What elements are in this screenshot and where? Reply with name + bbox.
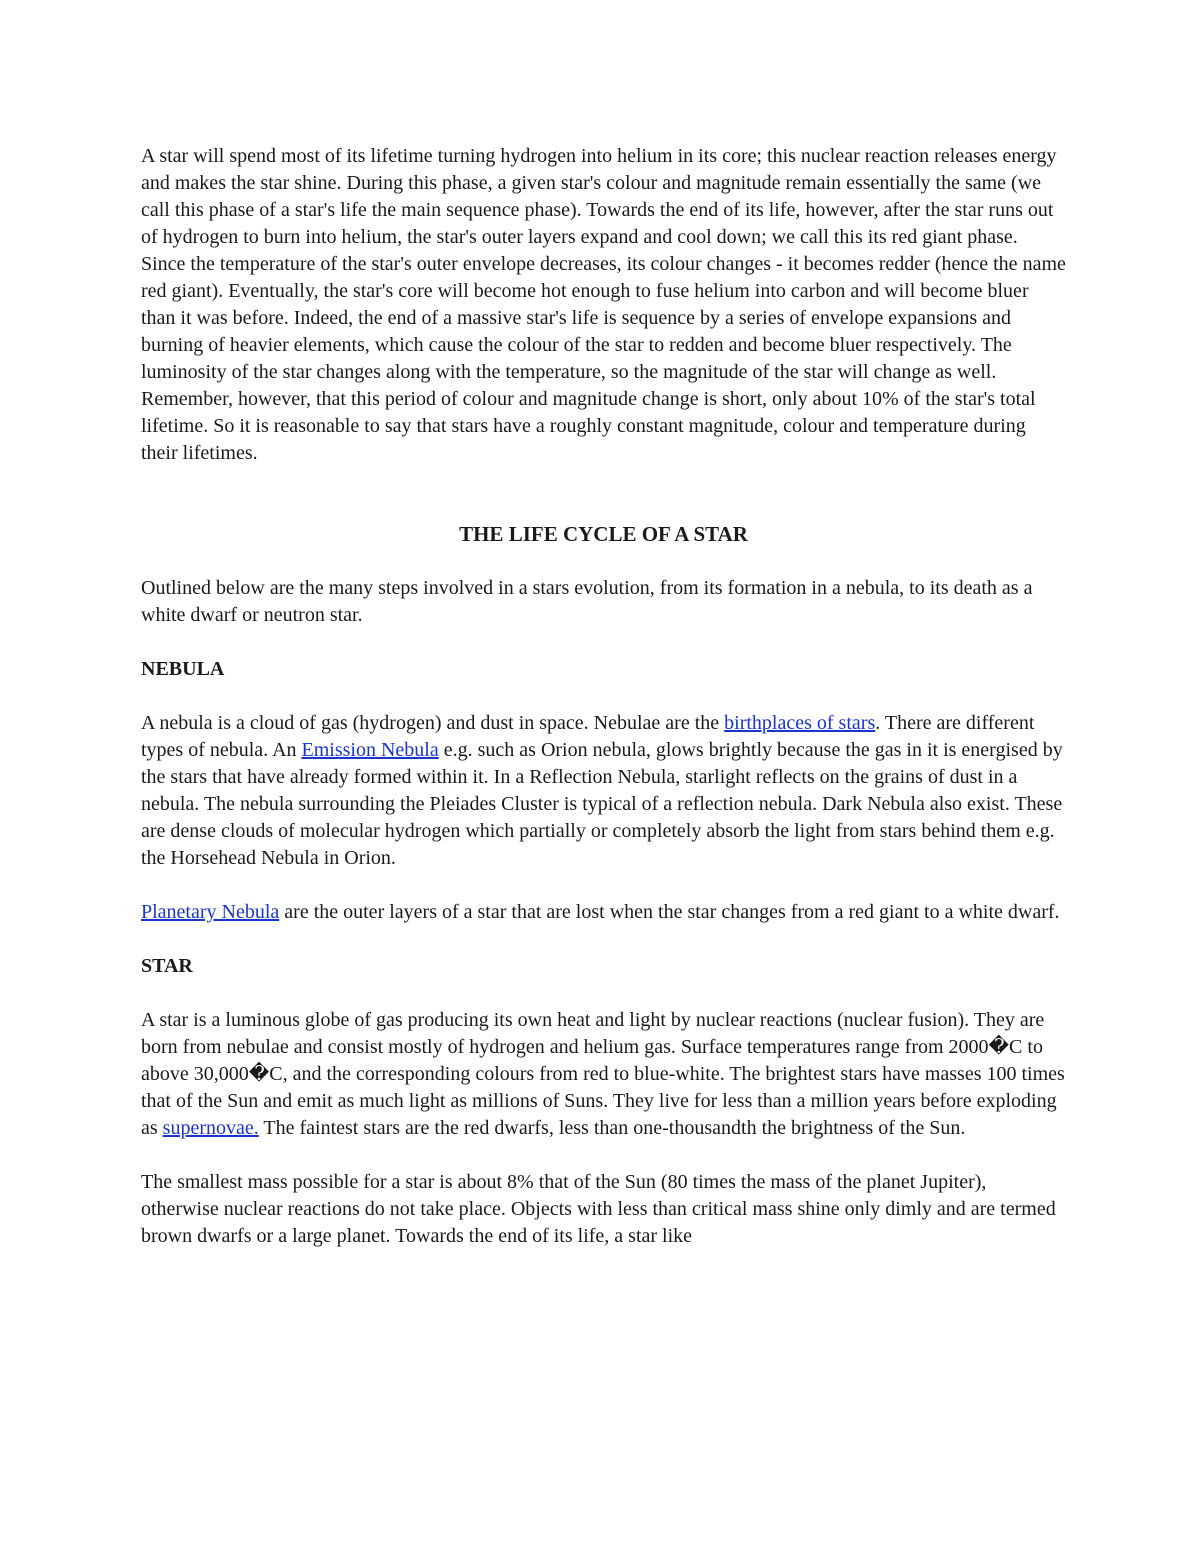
planetary-nebula-link[interactable]: Planetary Nebula — [141, 901, 280, 923]
nebula-text-1: A nebula is a cloud of gas (hydrogen) and dust in space. Nebulae are the — [141, 712, 725, 734]
planetary-nebula-paragraph — [141, 899, 1066, 926]
planetary-nebula-text: are the outer layers of a star that are lost when the star changes from a red giant to a white dwarf. — [279, 901, 1060, 923]
star-heading: STAR — [141, 955, 193, 977]
smallest-mass-paragraph: The smallest mass possible for a star is about 8% that of the Sun (80 times the mass of the planet Jupiter), otherwise nuclear reactions do not take place. Objects with less than critical mass shine only dimly and are termed brown dwarfs or a large planet. Towards the end of its life, a star like — [141, 1171, 1056, 1247]
document-body — [141, 143, 1066, 1250]
nebula-text-3: e.g. such as Orion nebula, glows brightly because the gas in it is energised by the stars that have already formed within it. In a Reflection Nebula, starlight reflects on the grains of dust in a nebula. The nebula surrounding the Pleiades Cluster is typical of a reflection nebula. Dark Nebula also exist. These are dense clouds of molecular hydrogen which partially or completely absorb the light from stars behind them e.g. the Horsehead Nebula in Orion. — [141, 739, 1063, 869]
nebula-heading: NEBULA — [141, 658, 225, 680]
star-text-1: A star is a luminous globe of gas producing its own heat and light by nuclear reactions (nuclear fusion). They are born from nebulae and consist mostly of hydrogen and helium gas. Surface temperatures range from 2000�C to above 30,000�C, and the corresponding colours from red to blue-white. The brightest stars have masses 100 times that of the Sun and emit as much light as millions of Suns. They live for less than a million years before exploding as — [141, 1009, 1065, 1139]
nebula-text-2: . There are different types of nebula. An — [141, 712, 1035, 761]
star-text-2: The faintest stars are the red dwarfs, less than one-thousandth the brightness of the Sun. — [258, 1117, 966, 1139]
intro-paragraph: A star will spend most of its lifetime turning hydrogen into helium in its core; this nuclear reaction releases energy and makes the star shine. During this phase, a given star's colour and magnitude remain essentially the same (we call this phase of a star's life the main sequence phase). Towards the end of its life, however, after the star runs out of hydrogen to burn into helium, the star's outer layers expand and cool down; we call this its red giant phase. Since the temperature of the star's outer envelope decreases, its colour changes - it becomes redder (hence the name red giant). Eventually, the star's core will become hot enough to fuse helium into carbon and will become bluer than it was before. Indeed, the end of a massive star's life is sequence by a series of envelope expansions and burning of heavier elements, which cause the colour of the star to redden and become bluer respectively. The luminosity of the star changes along with the temperature, so the magnitude of the star will change as well. Remember, however, that this period of colour and magnitude change is short, only about 10% of the star's total lifetime. So it is reasonable to say that stars have a roughly constant magnitude, colour and temperature during their lifetimes. — [141, 145, 1066, 464]
star-paragraph — [141, 1007, 1066, 1142]
nebula-paragraph — [141, 710, 1066, 872]
outline-paragraph: Outlined below are the many steps involved in a stars evolution, from its formation in a nebula, to its death as a white dwarf or neutron star. — [141, 577, 1033, 626]
birthplaces-of-stars-link[interactable]: birthplaces of stars — [724, 712, 876, 734]
supernovae-link[interactable]: supernovae. — [162, 1117, 259, 1139]
emission-nebula-link[interactable]: Emission Nebula — [301, 739, 439, 761]
page-title: THE LIFE CYCLE OF A STAR — [459, 522, 748, 546]
